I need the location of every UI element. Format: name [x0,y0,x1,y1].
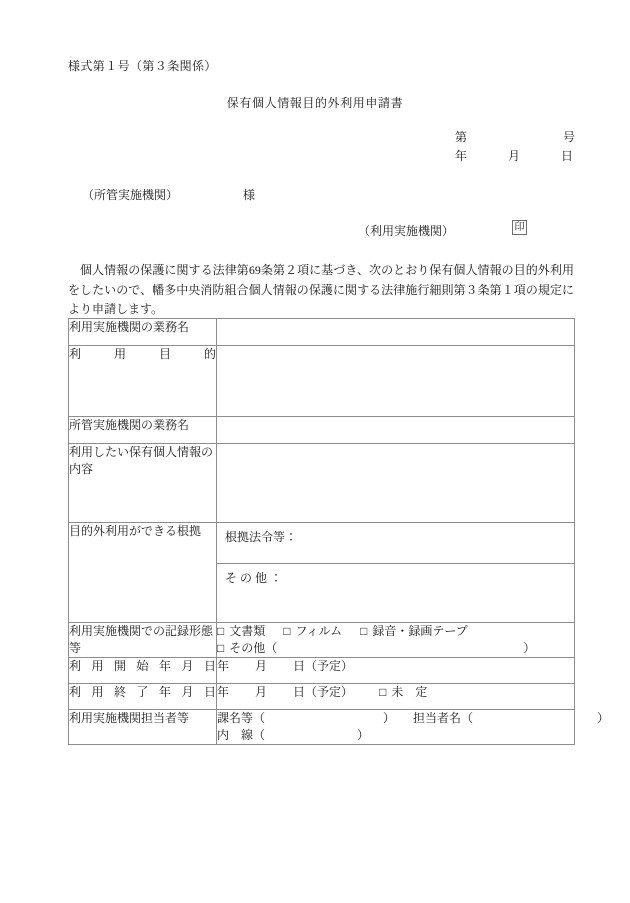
end-date-year: 年 [217,685,230,699]
contact-section-line [217,710,610,727]
seal-icon: 印 [512,220,527,235]
contact-section-label: 課名等（ [217,711,266,725]
end-date-day: 日 [293,685,306,699]
label-record-format: 利用実施機関での記録形態等 [69,623,217,658]
label-end-date [69,684,217,710]
document-number-row [455,128,575,147]
label-end-date-text: 利用終了年月日 [69,685,216,699]
value-purpose[interactable] [217,346,575,417]
grounds-subtable [217,523,574,622]
label-start-date-text: 利用開始年月日 [69,659,216,673]
document-title: 保有個人情報目的外利用申請書 [226,96,404,110]
contact-extension-line [217,727,574,744]
table-row-grounds [69,523,575,623]
checkbox-other-icon[interactable]: □ [217,641,225,655]
table-row-user-org-business [69,319,575,346]
value-info-content[interactable] [217,444,575,523]
date-year-label: 年 [455,149,468,163]
table-row-end-date [69,684,575,710]
grounds-subtable-cell [217,523,575,623]
document-number-block [455,128,575,166]
grounds-law-row [217,523,574,564]
value-end-date[interactable] [217,684,575,710]
checkbox-other-label: その他（ [229,641,278,655]
addressee-org: （所管実施機関） [82,188,179,202]
contact-person-close: ） [597,711,610,725]
checkbox-undecided-icon[interactable]: □ [379,685,387,699]
end-date-month: 月 [255,685,268,699]
table-row-purpose [69,346,575,417]
start-date-day: 日 [293,659,306,673]
table-row-info-content [69,444,575,523]
end-date-fields [217,685,427,699]
label-owner-org-business: 所管実施機関の業務名 [69,417,217,444]
checkbox-other-close: ） [523,641,536,655]
date-month-label: 月 [507,149,520,163]
value-user-org-business[interactable] [217,319,575,346]
issuer-line [358,222,454,239]
start-date-fields [217,659,353,673]
body-paragraph: 個人情報の保護に関する法律第69条第２項に基づき、次のとおり保有個人情報の目的外利用をしたいので、幡多中央消防組合個人情報の保護に関する法律施行細則第３条第１項の規定により申請します。 [68,263,574,316]
grounds-law-field[interactable] [217,523,574,564]
grounds-other-label: そ の 他 ： [225,571,283,585]
table-row-start-date [69,658,575,684]
checkbox-undecided-label: 未 定 [391,685,428,699]
date-day-label: 日 [560,149,573,163]
label-purpose-text: 利用目的 [69,347,216,361]
value-record-format [217,623,575,658]
label-start-date [69,658,217,684]
label-contact: 利用実施機関担当者等 [69,710,217,745]
table-row-record-format [69,623,575,658]
label-info-content: 利用したい保有個人情報の内容 [69,444,217,523]
label-grounds: 目的外利用ができる根拠 [69,523,217,623]
addressee-honorific: 様 [243,188,256,202]
table-row-contact [69,710,575,745]
value-contact [217,710,610,745]
grounds-other-field[interactable] [217,564,574,623]
start-date-month: 月 [255,659,268,673]
document-number-suffix: 号 [562,130,575,144]
checkbox-film-icon[interactable]: □ [283,624,291,638]
value-start-date[interactable] [217,658,575,684]
contact-person-label: 担当者名（ [413,711,474,725]
end-date-note: （予定） [305,685,354,699]
issuer-org: （利用実施機関） [358,224,455,238]
contact-extension-label: 内 線（ [217,728,266,742]
contact-section-close: ） [383,711,396,725]
record-format-other-line [217,640,574,657]
addressee-line [82,186,255,203]
start-date-note: （予定） [305,659,354,673]
checkbox-documents-label: 文書類 [229,624,266,638]
start-date-year: 年 [217,659,230,673]
value-owner-org-business[interactable] [217,417,575,444]
document-date-row [455,147,575,166]
application-table [68,318,610,745]
checkbox-tape-icon[interactable]: □ [360,624,368,638]
contact-extension-close: ） [357,728,370,742]
checkbox-film-label: フィルム [295,624,343,638]
grounds-law-label: 根拠法令等： [225,530,298,544]
label-user-org-business: 利用実施機関の業務名 [69,319,217,346]
grounds-other-row [217,564,574,623]
table-row-owner-org-business [69,417,575,444]
checkbox-tape-label: 録音・録画テープ [372,624,468,638]
document-number-label: 第 [455,130,468,144]
label-purpose [69,346,217,417]
checkbox-documents-icon[interactable]: □ [217,624,225,638]
record-format-options-line [217,623,574,640]
form-number: 様式第１号（第３条関係） [68,59,217,73]
